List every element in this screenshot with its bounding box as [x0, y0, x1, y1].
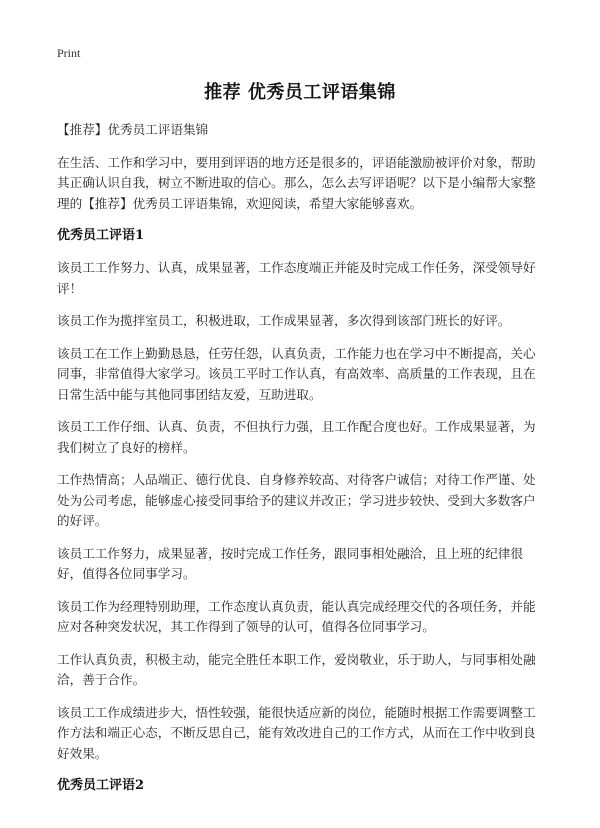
comment-paragraph: 该员工在工作上勤勤恳恳，任劳任怨，认真负责，工作能力也在学习中不断提高，关心同事，非常值得大家学习。该员工平时工作认真，有高效率、高质量的工作表现，且在日常生活中能与其他同事团结友爱，互助进取。	[57, 345, 536, 402]
page-title: 推荐 优秀员工评语集锦	[204, 82, 396, 103]
intro-subtitle: 【推荐】优秀员工评语集锦	[57, 122, 209, 137]
section-heading-2: 优秀员工评语2	[57, 778, 145, 793]
comment-paragraph: 该员工工作努力，成果显著，按时完成工作任务，跟同事相处融洽，且上班的纪律很好，值得各位同事学习。	[57, 545, 523, 581]
comment-paragraph: 该员工工作成绩进步大，悟性较强，能很快适应新的岗位，能随时根据工作需要调整工作方法和端正心态，不断反思自己，能有效改进自己的工作方式，从而在工作中收到良好效果。	[57, 704, 536, 761]
comment-paragraph: 工作认真负责，积极主动，能完全胜任本职工作，爱岗敬业，乐于助人，与同事相处融洽，善于合作。	[57, 651, 536, 687]
print-link[interactable]: Print	[57, 46, 81, 60]
comment-paragraph: 该员工作为经理特别助理，工作态度认真负责，能认真完成经理交代的各项任务，并能应对各种突发状况，其工作得到了领导的认可，值得各位同事学习。	[57, 598, 536, 634]
comment-paragraph: 该员工作为揽拌室员工，积极进取，工作成果显著，多次得到该部门班长的好评。	[57, 313, 511, 328]
comment-paragraph: 该员工工作努力、认真，成果显著，工作态度端正并能及时完成工作任务，深受领导好评！	[57, 260, 536, 296]
article-body	[57, 120, 547, 808]
intro-paragraph: 在生活、工作和学习中，要用到评语的地方还是很多的，评语能激励被评价对象，帮助其正确认识自我，树立不断进取的信心。那么，怎么去写评语呢？以下是小编帮大家整理的【推荐】优秀员工评语集锦，欢迎阅读，希望大家能够喜欢。	[57, 154, 536, 211]
comment-paragraph: 工作热情高；人品端正、德行优良、自身修养较高、对待客户诚信；对待工作严谨、处处为公司考虑，能够虚心接受同事给予的建议并改正；学习进步较快、受到大多数客户的好评。	[57, 472, 536, 528]
comment-paragraph: 该员工工作仔细、认真、负责，不但执行力强，且工作配合度也好。工作成果显著，为我们树立了良好的榜样。	[57, 419, 536, 455]
section-heading-1: 优秀员工评语1	[57, 228, 145, 243]
